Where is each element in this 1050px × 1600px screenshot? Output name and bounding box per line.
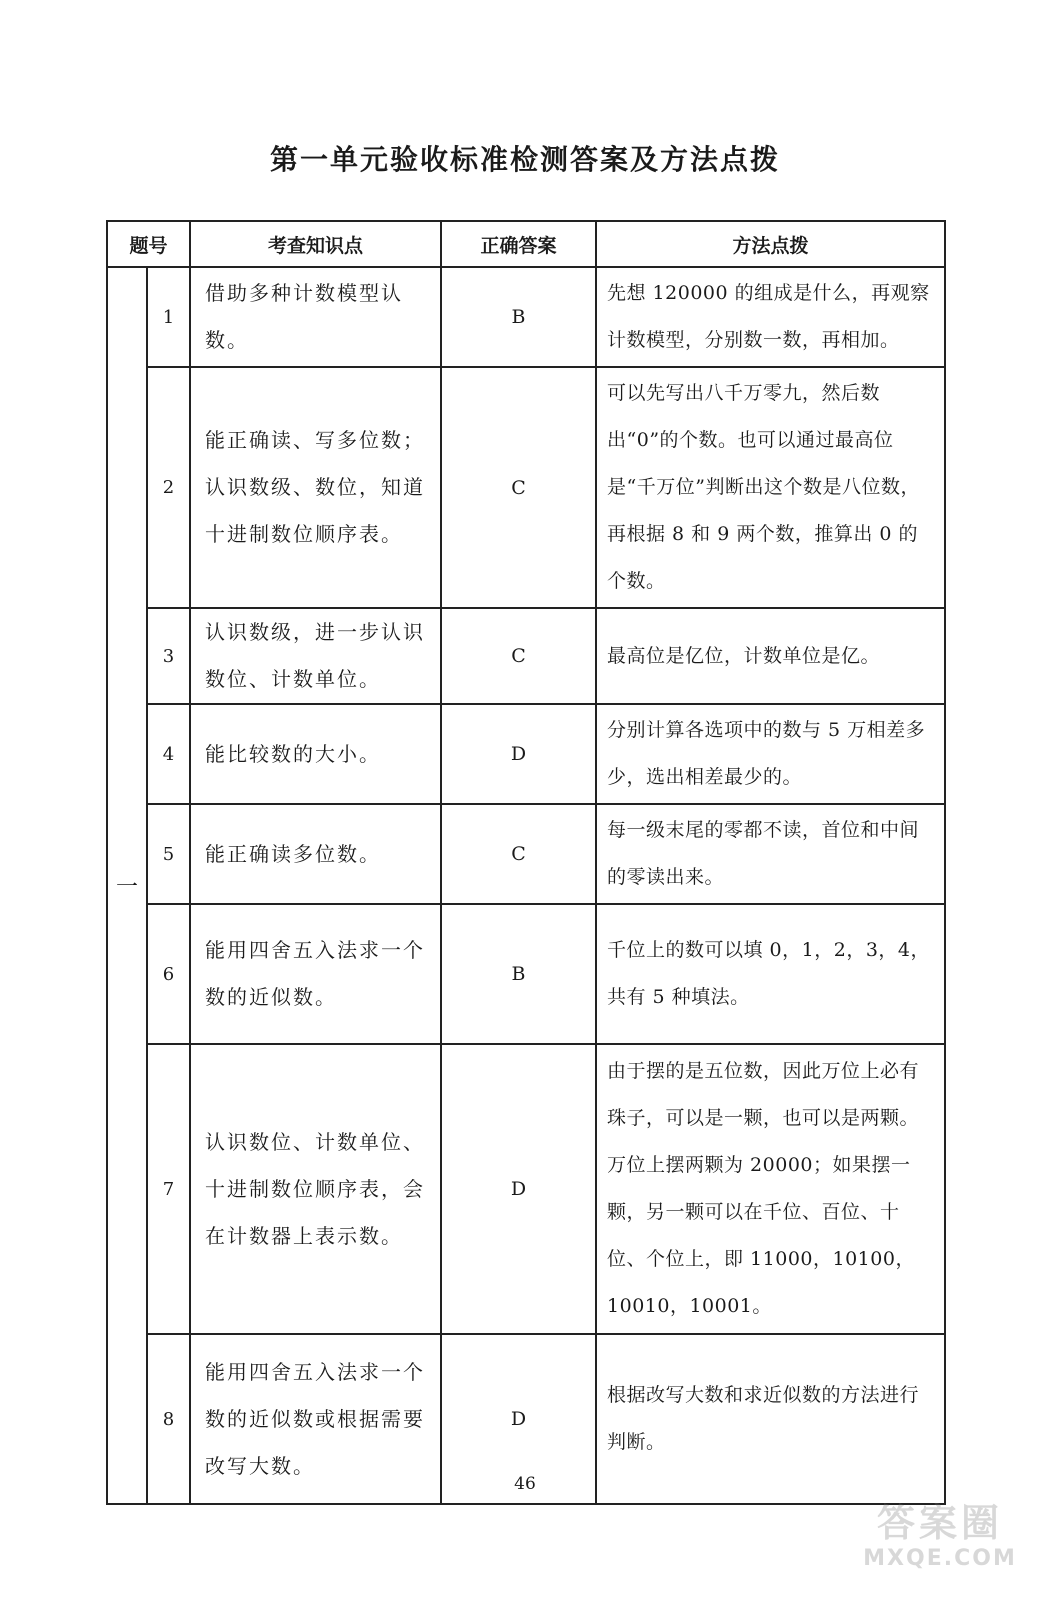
watermark-url: MXQE.COM bbox=[863, 1546, 1017, 1571]
correct-answer: B bbox=[441, 267, 596, 367]
knowledge-point: 认识数位、计数单位、十进制数位顺序表，会在计数器上表示数。 bbox=[190, 1044, 441, 1334]
correct-answer: D bbox=[441, 704, 596, 804]
table-row bbox=[107, 367, 945, 608]
method-tip: 可以先写出八千万零九，然后数出“0”的个数。也可以通过最高位是“千万位”判断出这个数是八位数，再根据 8 和 9 两个数，推算出 0 的个数。 bbox=[596, 367, 945, 608]
question-number: 4 bbox=[147, 704, 190, 804]
knowledge-point: 认识数级，进一步认识数位、计数单位。 bbox=[190, 608, 441, 704]
watermark-logo: 答案圈 bbox=[876, 1501, 1003, 1545]
method-tip: 根据改写大数和求近似数的方法进行判断。 bbox=[596, 1334, 945, 1504]
question-number: 7 bbox=[147, 1044, 190, 1334]
header-answer: 正确答案 bbox=[441, 221, 596, 267]
question-number: 2 bbox=[147, 367, 190, 608]
correct-answer: C bbox=[441, 608, 596, 704]
table-row bbox=[107, 267, 945, 367]
knowledge-point: 借助多种计数模型认数。 bbox=[190, 267, 441, 367]
section-label: 一 bbox=[107, 267, 147, 1504]
knowledge-point: 能用四舍五入法求一个数的近似数或根据需要改写大数。 bbox=[190, 1334, 441, 1504]
method-tip: 先想 120000 的组成是什么，再观察计数模型，分别数一数，再相加。 bbox=[596, 267, 945, 367]
correct-answer: D bbox=[441, 1044, 596, 1334]
header-knowledge: 考查知识点 bbox=[190, 221, 441, 267]
question-number: 5 bbox=[147, 804, 190, 904]
table-header-row bbox=[107, 221, 945, 267]
question-number: 3 bbox=[147, 608, 190, 704]
header-method: 方法点拨 bbox=[596, 221, 945, 267]
table-row bbox=[107, 904, 945, 1044]
table-row bbox=[107, 704, 945, 804]
method-tip: 千位上的数可以填 0，1，2，3，4，共有 5 种填法。 bbox=[596, 904, 945, 1044]
correct-answer: C bbox=[441, 804, 596, 904]
knowledge-point: 能正确读多位数。 bbox=[190, 804, 441, 904]
correct-answer: B bbox=[441, 904, 596, 1044]
correct-answer: C bbox=[441, 367, 596, 608]
table-row bbox=[107, 1044, 945, 1334]
header-number: 题号 bbox=[107, 221, 190, 267]
answer-table bbox=[106, 220, 946, 1505]
method-tip: 最高位是亿位，计数单位是亿。 bbox=[596, 608, 945, 704]
knowledge-point: 能正确读、写多位数；认识数级、数位，知道十进制数位顺序表。 bbox=[190, 367, 441, 608]
table-row bbox=[107, 804, 945, 904]
page-number: 46 bbox=[514, 1474, 536, 1494]
question-number: 1 bbox=[147, 267, 190, 367]
method-tip: 分别计算各选项中的数与 5 万相差多少，选出相差最少的。 bbox=[596, 704, 945, 804]
knowledge-point: 能用四舍五入法求一个数的近似数。 bbox=[190, 904, 441, 1044]
knowledge-point: 能比较数的大小。 bbox=[190, 704, 441, 804]
method-tip: 每一级末尾的零都不读，首位和中间的零读出来。 bbox=[596, 804, 945, 904]
question-number: 8 bbox=[147, 1334, 190, 1504]
method-tip: 由于摆的是五位数，因此万位上必有珠子，可以是一颗，也可以是两颗。万位上摆两颗为 20000；如果摆一颗，另一颗可以在千位、百位、十位、个位上，即 11000，10100，10010，10001。 bbox=[596, 1044, 945, 1334]
question-number: 6 bbox=[147, 904, 190, 1044]
watermark bbox=[840, 1500, 1040, 1595]
page-title: 第一单元验收标准检测答案及方法点拨 bbox=[269, 143, 780, 176]
table-row bbox=[107, 608, 945, 704]
correct-answer: D bbox=[441, 1334, 596, 1504]
